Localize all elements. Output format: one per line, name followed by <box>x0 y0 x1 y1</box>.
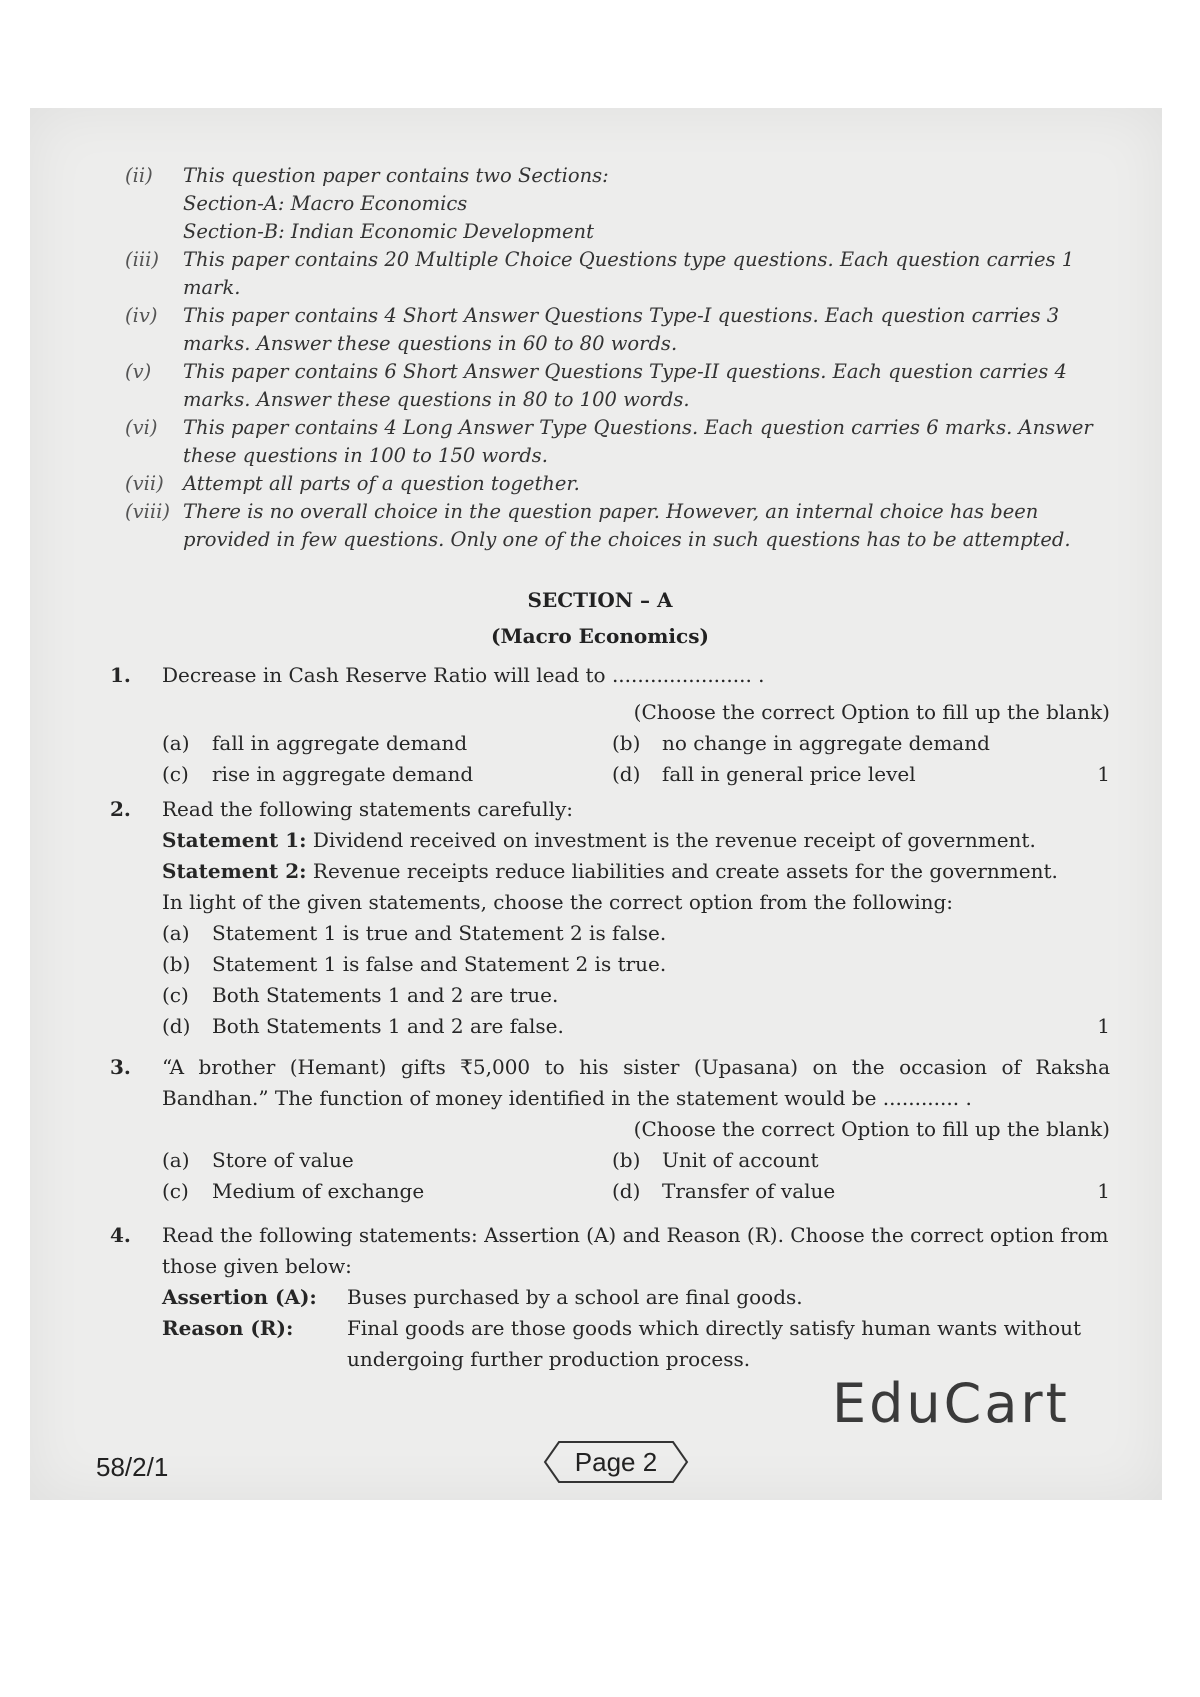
option-a <box>162 728 612 759</box>
option-b <box>612 728 1080 759</box>
option-text: rise in aggregate demand <box>212 762 474 786</box>
instruction-number <box>125 190 183 218</box>
instruction-item <box>125 246 1105 302</box>
instruction-item <box>125 162 1105 190</box>
question-text: Read the following statements carefully: <box>162 797 573 821</box>
section-subtitle: (Macro Economics) <box>491 624 709 648</box>
question-3 <box>110 1052 1110 1207</box>
instruction-number: (vi) <box>125 416 158 439</box>
option-label: (d) <box>612 1179 641 1203</box>
marks: 1 <box>1097 762 1110 786</box>
option-d <box>162 1011 1110 1042</box>
option-label: (a) <box>162 921 190 945</box>
option-text: Transfer of value <box>662 1179 836 1203</box>
statement-label: Statement 2: <box>162 859 307 883</box>
option-label: (d) <box>162 1014 191 1038</box>
instruction-item <box>125 414 1105 470</box>
option-text: Both Statements 1 and 2 are false. <box>212 1014 564 1038</box>
option-text: Statement 1 is true and Statement 2 is false. <box>212 921 667 945</box>
options-grid <box>162 728 1110 790</box>
instruction-text: This paper contains 4 Short Answer Questions Type-I questions. Each question carries 3 marks. Answer these questions in 60 to 80 words. <box>183 304 1060 355</box>
assertion-text: Buses purchased by a school are final goods. <box>347 1285 803 1309</box>
question-4 <box>110 1220 1110 1375</box>
instruction-item <box>125 302 1105 358</box>
question-2 <box>110 794 1110 1042</box>
marks: 1 <box>1097 1014 1110 1038</box>
instruction-number: (iii) <box>125 248 159 271</box>
question-number: 1. <box>110 663 131 687</box>
option-text: Unit of account <box>662 1148 819 1172</box>
option-c <box>162 1176 612 1207</box>
question-number: 3. <box>110 1055 131 1079</box>
reason-label: Reason (R): <box>162 1316 294 1340</box>
instruction-text: Section-B: Indian Economic Development <box>183 220 594 243</box>
marks: 1 <box>1097 1179 1110 1203</box>
option-label: (b) <box>612 1148 641 1172</box>
option-text: Statement 1 is false and Statement 2 is true. <box>212 952 667 976</box>
option-label: (d) <box>612 762 641 786</box>
instruction-number: (iv) <box>125 304 158 327</box>
page-number-tag <box>543 1440 689 1484</box>
options-grid <box>162 1145 1110 1207</box>
option-b <box>162 949 1110 980</box>
instruction-text: This paper contains 20 Multiple Choice Questions type questions. Each question carries 1 mark. <box>183 248 1075 299</box>
instruction-number: (v) <box>125 360 152 383</box>
instruction-item <box>125 470 1105 498</box>
fill-blank-hint: (Choose the correct Option to fill up the blank) <box>633 700 1110 724</box>
question-text: Read the following statements: Assertion (A) and Reason (R). Choose the correct option from those given below: <box>162 1223 1109 1278</box>
question-1 <box>110 660 1110 790</box>
option-label: (c) <box>162 1179 189 1203</box>
instruction-number: (vii) <box>125 472 164 495</box>
instruction-number: (viii) <box>125 500 170 523</box>
option-a <box>162 918 1110 949</box>
statement-text: Revenue receipts reduce liabilities and create assets for the government. <box>312 859 1058 883</box>
instruction-item <box>125 190 1105 218</box>
instruction-text: This question paper contains two Sections: <box>183 164 609 187</box>
option-label: (b) <box>162 952 191 976</box>
instruction-text: This paper contains 4 Long Answer Type Questions. Each question carries 6 marks. Answer these questions in 100 to 150 words. <box>183 416 1093 467</box>
option-d <box>612 759 1080 790</box>
question-prompt: In light of the given statements, choose the correct option from the following: <box>162 890 954 914</box>
instruction-text: Attempt all parts of a question together. <box>183 472 580 495</box>
instruction-text: Section-A: Macro Economics <box>183 192 468 215</box>
instruction-number: (ii) <box>125 164 153 187</box>
option-label: (a) <box>162 1148 190 1172</box>
fill-blank-hint: (Choose the correct Option to fill up the blank) <box>633 1117 1110 1141</box>
option-c <box>162 759 612 790</box>
option-b <box>612 1145 1080 1176</box>
instruction-item <box>125 358 1105 414</box>
page-number: Page 2 <box>574 1447 658 1477</box>
option-label: (c) <box>162 983 189 1007</box>
instruction-item <box>125 218 1105 246</box>
question-text: “A brother (Hemant) gifts ₹5,000 to his sister (Upasana) on the occasion of Raksha Bandhan.” The function of money identified in the statement would be ............ . <box>162 1055 1110 1110</box>
statement-text: Dividend received on investment is the revenue receipt of government. <box>312 828 1036 852</box>
reason-text: Final goods are those goods which directly satisfy human wants without undergoing further production process. <box>347 1316 1082 1371</box>
reason <box>162 1313 1110 1375</box>
question-number: 4. <box>110 1223 131 1247</box>
statement-2 <box>162 856 1110 887</box>
option-text: fall in aggregate demand <box>212 731 468 755</box>
educart-logo: EduCart <box>832 1372 1070 1435</box>
assertion <box>162 1282 1110 1313</box>
option-text: no change in aggregate demand <box>662 731 990 755</box>
general-instructions <box>125 162 1105 554</box>
option-label: (c) <box>162 762 189 786</box>
option-a <box>162 1145 612 1176</box>
instruction-number <box>125 218 183 246</box>
option-text: Medium of exchange <box>212 1179 425 1203</box>
assertion-label: Assertion (A): <box>162 1285 317 1309</box>
question-number: 2. <box>110 797 131 821</box>
paper-code: 58/2/1 <box>96 1452 169 1482</box>
option-label: (b) <box>612 731 641 755</box>
statement-label: Statement 1: <box>162 828 307 852</box>
option-text: Both Statements 1 and 2 are true. <box>212 983 559 1007</box>
statement-1 <box>162 825 1110 856</box>
section-title: SECTION – A <box>527 588 673 612</box>
options-list <box>162 918 1110 1042</box>
option-c <box>162 980 1110 1011</box>
option-label: (a) <box>162 731 190 755</box>
instruction-text: This paper contains 6 Short Answer Questions Type-II questions. Each question carries 4 marks. Answer these questions in 80 to 100 words. <box>183 360 1067 411</box>
option-text: fall in general price level <box>662 762 916 786</box>
option-d <box>612 1176 1080 1207</box>
instruction-text: There is no overall choice in the question paper. However, an internal choice has been provided in few questions. Only one of the choices in such questions has to be attempted. <box>183 500 1071 551</box>
option-text: Store of value <box>212 1148 354 1172</box>
question-text: Decrease in Cash Reserve Ratio will lead to ...................... . <box>162 663 765 687</box>
instruction-item <box>125 498 1105 554</box>
